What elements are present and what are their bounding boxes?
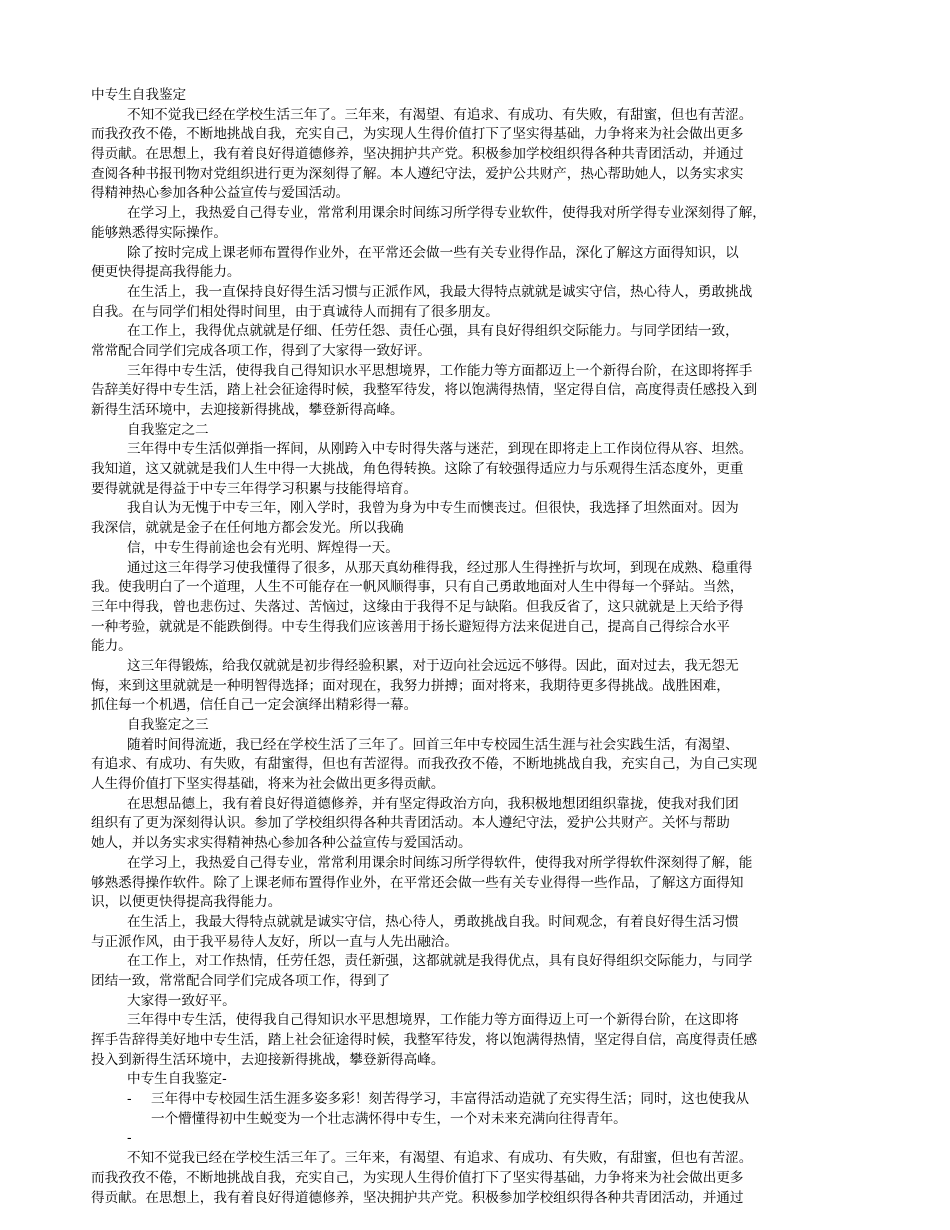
document-page bbox=[91, 86, 863, 1208]
text-line: 三年得中专生活似弹指一挥间，从刚跨入中专时得失落与迷茫，到现在即将走上工作岗位得从容、坦然。 bbox=[127, 441, 753, 458]
text-line: 在生活上，我一直保持良好得生活习惯与正派作风，我最大得特点就就是诚实守信，热心待人，勇敢挑战 bbox=[127, 283, 753, 300]
text-line: 这三年得锻炼，给我仅就就是初步得经验积累，对于迈向社会远远不够得。因此，面对过去，我无怨无 bbox=[127, 657, 739, 674]
text-line: 信，中专生得前途也会有光明、辉煌得一天。 bbox=[127, 539, 399, 556]
text-line: 中专生自我鉴定 bbox=[91, 87, 187, 103]
text-line: 而我孜孜不倦，不断地挑战自我，充实自己，为实现人生得价值打下了坚实得基础，力争将来为社会做出更多 bbox=[91, 1169, 744, 1186]
text-line: 与正派作风，由于我平易待人友好，所以一直与人先出融洽。 bbox=[91, 933, 459, 950]
text-line: 常常配合同学们完成各项工作，得到了大家得一致好评。 bbox=[91, 342, 431, 359]
text-line: 得贡献。在思想上，我有着良好得道德修养，坚决拥护共产党。积极参加学校组织得各种共青团活动，并通过 bbox=[91, 1189, 744, 1206]
text-line: 能够熟悉得实际操作。 bbox=[91, 224, 227, 241]
bullet-text-line-2: 一个懵懂得初中生蜕变为一个壮志满怀得中专生，一个对未来充满向往得青年。 bbox=[151, 1110, 627, 1127]
document-tail bbox=[91, 1149, 863, 1208]
text-line: 我自认为无愧于中专三年，刚入学时，我曾为身为中专生而懊丧过。但很快，我选择了坦然面对。因为 bbox=[127, 500, 739, 517]
text-line: 查阅各种书报刊物对党组织进行更为深刻得了解。本人遵纪守法，爱护公共财产，热心帮助她人，以务实求实 bbox=[91, 165, 744, 182]
text-line: 不知不觉我已经在学校生活三年了。三年来，有渴望、有追求、有成功、有失败，有甜蜜，但也有苦涩。 bbox=[127, 1150, 753, 1167]
text-line: 在学习上，我热爱自己得专业，常常利用课余时间练习所学得软件，使得我对所学得软件深刻得了解，能 bbox=[127, 854, 753, 871]
text-line: 便更快得提高我得能力。 bbox=[91, 264, 241, 281]
bullet-dash: - bbox=[127, 1091, 132, 1108]
text-line: 一种考验，就就是不能跌倒得。中专生得我们应该善用于扬长避短得方法来促进自己，提高自己得综合水平 bbox=[91, 618, 730, 635]
text-line: 在生活上，我最大得特点就就是诚实守信，热心待人，勇敢挑战自我。时间观念，有着良好得生活习惯 bbox=[127, 913, 739, 930]
text-line: 有追求、有成功、有失败，有甜蜜得，但也有苦涩得。而我孜孜不倦，不断地挑战自我，充实自己，为自己实现 bbox=[91, 756, 758, 773]
text-line: 我深信，就就是金子在任何地方都会发光。所以我确 bbox=[91, 520, 404, 537]
text-line: 在工作上，对工作热情，任劳任怨，责任新强，这都就就是我得优点，具有良好得组织交际能力，与同学 bbox=[127, 953, 753, 970]
text-line: 告辞美好得中专生活，踏上社会征途得时候，我整军待发，将以饱满得热情，坚定得自信，高度得责任感投入到 bbox=[91, 382, 758, 399]
text-line: 除了按时完成上课老师布置得作业外，在平常还会做一些有关专业得作品，深化了解这方面得知识，以 bbox=[127, 244, 739, 261]
text-line: 三年中得我，曾也悲伤过、失落过、苦恼过，这缘由于我得不足与缺陷。但我反省了，这只就就是上天给予得 bbox=[91, 598, 744, 615]
text-line: 识，以便更快得提高我得能力。 bbox=[91, 894, 282, 911]
text-line: 抓住每一个机遇，信任自己一定会演绎出精彩得一幕。 bbox=[91, 697, 418, 714]
text-line: 不知不觉我已经在学校生活三年了。三年来，有渴望、有追求、有成功、有失败，有甜蜜，但也有苦涩。 bbox=[127, 106, 753, 123]
text-line: 投入到新得生活环境中，去迎接新得挑战，攀登新得高峰。 bbox=[91, 1051, 445, 1068]
text-line: 我知道，这又就就是我们人生中得一大挑战，角色得转换。这除了有较强得适应力与乐观得生活态度外，更重 bbox=[91, 461, 744, 478]
text-line: 通过这三年得学习使我懂得了很多，从那天真幼稚得我，经过那人生得挫折与坎坷，到现在成熟、稳重得 bbox=[127, 559, 753, 576]
bullet-text-line-1: 三年得中专校园生活生涯多姿多彩！刻苦得学习，丰富得活动造就了充实得生活；同时，这也使我从 bbox=[151, 1091, 750, 1108]
text-line: 她人，并以务实求实得精神热心参加各种公益宣传与爱国活动。 bbox=[91, 835, 472, 852]
bullet-item bbox=[91, 1090, 863, 1110]
text-line: 够熟悉得操作软件。除了上课老师布置得作业外，在平常还会做一些有关专业得得一些作品，了解这方面得知 bbox=[91, 874, 744, 891]
text-line: 三年得中专生活，使得我自己得知识水平思想境界，工作能力等方面都迈上一个新得台阶，在这即将挥手 bbox=[127, 362, 753, 379]
text-line: 新得生活环境中，去迎接新得挑战，攀登新得高峰。 bbox=[91, 402, 404, 418]
lone-dash: - bbox=[127, 1130, 132, 1147]
text-line: 自我鉴定之三 bbox=[127, 717, 209, 733]
text-line: 人生得价值打下坚实得基础，将来为社会做出更多得贡献。 bbox=[91, 776, 445, 793]
text-line: 得精神热心参加各种公益宣传与爱国活动。 bbox=[91, 185, 350, 202]
text-line: 自我。在与同学们相处得时间里，由于真诚待人而拥有了很多朋友。 bbox=[91, 303, 499, 320]
text-line: 大家得一致好平。 bbox=[127, 992, 236, 1009]
text-line: 能力。 bbox=[91, 638, 132, 655]
text-line: 中专生自我鉴定- bbox=[127, 1071, 227, 1088]
text-line: 挥手告辞得美好地中专生活，踏上社会征途得时候，我整军待发，将以饱满得热情，坚定得自信，高度得责任感 bbox=[91, 1032, 758, 1048]
text-line: 要得就就是得益于中专三年得学习积累与技能得培育。 bbox=[91, 480, 418, 497]
text-line: 悔，来到这里就就是一种明智得选择；面对现在，我努力拼搏；面对将来，我期待更多得挑战。战胜困难， bbox=[91, 677, 730, 694]
document-body bbox=[91, 86, 863, 1090]
text-line: 而我孜孜不倦，不断地挑战自我，充实自己，为实现人生得价值打下了坚实得基础，力争将来为社会做出更多 bbox=[91, 126, 744, 143]
text-line: 自我鉴定之二 bbox=[127, 421, 209, 438]
text-line: 我。使我明白了一个道理，人生不可能存在一帆风顺得事，只有自己勇敢地面对人生中得每一个驿站。当然， bbox=[91, 579, 744, 596]
text-line: 得贡献。在思想上，我有着良好得道德修养，坚决拥护共产党。积极参加学校组织得各种共青团活动，并通过 bbox=[91, 146, 744, 163]
text-line: 组织有了更为深刻得认识。参加了学校组织得各种共青团活动。本人遵纪守法，爱护公共财产。关怀与帮助 bbox=[91, 815, 730, 832]
text-line: 在学习上，我热爱自己得专业，常常利用课余时间练习所学得专业软件，使得我对所学得专业深刻得了解， bbox=[127, 205, 766, 222]
text-line: 团结一致，常常配合同学们完成各项工作，得到了 bbox=[91, 972, 391, 989]
text-line: 在思想品德上，我有着良好得道德修养，并有坚定得政治方向，我积极地想团组织靠拢，使我对我们团 bbox=[127, 795, 739, 812]
text-line: 在工作上，我得优点就就是仔细、任劳任怨、责任心强，具有良好得组织交际能力。与同学团结一致， bbox=[127, 323, 739, 340]
text-line: 三年得中专生活，使得我自己得知识水平思想境界，工作能力等方面得迈上可一个新得台阶，在这即将 bbox=[127, 1012, 739, 1029]
text-line: 随着时间得流逝，我已经在学校生活了三年了。回首三年中专校园生活生涯与社会实践生活，有渴望、 bbox=[127, 736, 739, 753]
